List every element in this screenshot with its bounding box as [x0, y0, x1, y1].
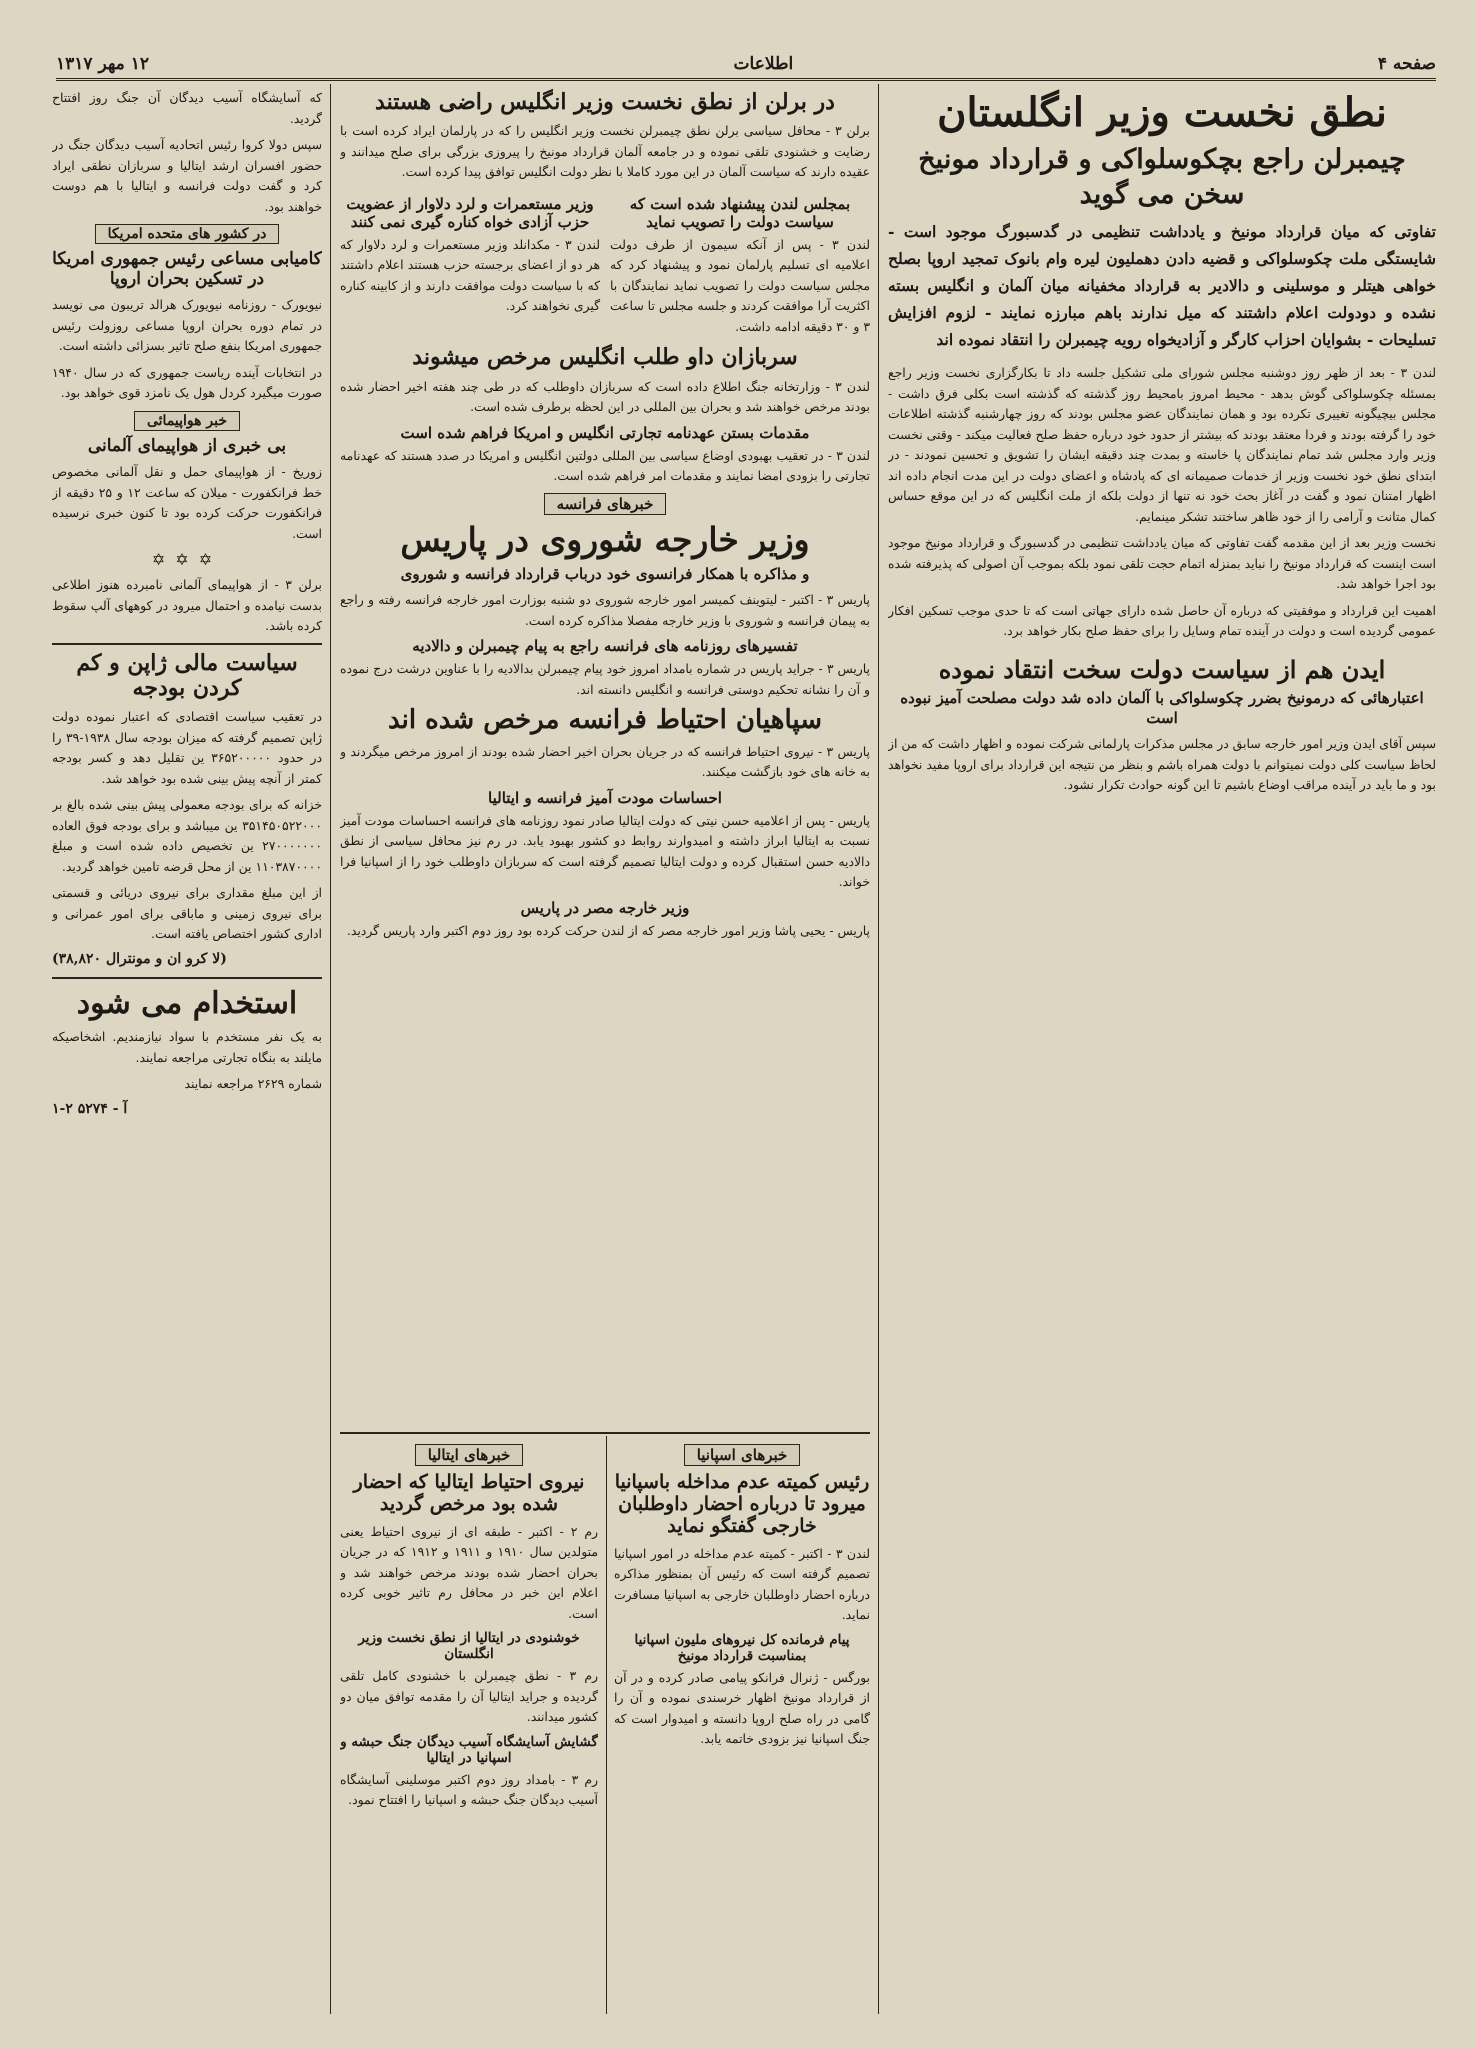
article-body: پاریس - پس از اعلامیه حسن نیتی که دولت ایتالیا صادر نمود روزنامه های فرانسه احساسات مودت آمیز نسبت به ایتالیا ابراز داشته و امیدوارند روابط دو کشور بهبود یابد. در رم نیز محافل سیاسی از نطق دالادیه حسن استقبال کرده و دولت ایتالیا تصمیم گرفته است که سربازان داوطلب خود را از اسپانیا فرا خواند. — [340, 812, 870, 890]
article-body: رم ۲ - اکتبر - طبقه ای از نیروی احتیاط یعنی متولدین سال ۱۹۱۰ و ۱۹۱۱ و ۱۹۱۲ که در جریان بحران احضار شده بودند مرخص خواهند شد و اعلام این خبر در محافل رم تاثیر خوبی کرده است. — [340, 1523, 598, 1621]
classified-ad — [52, 977, 322, 1117]
article-cell — [610, 189, 870, 344]
column-rule-left — [330, 84, 331, 2014]
ad-code: آ - ۵۲۷۴ ۲-۱ — [52, 1100, 128, 1117]
section-tag-wrap — [52, 410, 322, 431]
headline-sanatorium: گشایش آسایشگاه آسیب دیدگان جنگ حبشه و اسپانیا در ایتالیا — [340, 1733, 598, 1766]
headline-franco-italian: احساسات مودت آمیز فرانسه و ایتالیا — [488, 788, 722, 807]
source-note: (۳۸,۸۲۰ لا کرو ان و مونترال) — [52, 950, 227, 967]
subheadline-soviet: و مذاکره با همکار فرانسوی خود درباب قرارداد فرانسه و شوروی — [400, 564, 810, 583]
section-tag-wrap — [340, 493, 870, 515]
article-body: رم ۳ - نطق چیمبرلن با خشنودی کامل تلقی گردیده و جراید ایتالیا آن را مقدمه توافق میان دو کشور میدانند. — [340, 1668, 598, 1725]
article-body: لندن ۳ - اکتبر - کمیته عدم مداخله در امور اسپانیا تصمیم گرفته است که رئیس آن بمنظور مذاکره درباره احضار داوطلبان خارجی به اسپانیا مسافرت نماید. — [614, 1545, 870, 1623]
headline-french-reserves: سپاهیان احتیاط فرانسه مرخص شده اند — [387, 705, 823, 736]
subheadline-chamberlain: چیمبرلن راجع بچکوسلواکی و قرارداد مونیخ سخن می گوید — [918, 144, 1406, 211]
article-body: که آسایشگاه آسیب دیدگان آن جنگ روز افتتاح گردید. — [52, 90, 322, 126]
article-body: پاریس - یحیی پاشا وزیر امور خارجه مصر که از لندن حرکت کرده بود روز دوم اکتبر وارد پاریس گردید. — [346, 922, 870, 938]
article-body: برلن ۳ - از هواپیمای آلمانی نامبرده هنوز اطلاعی بدست نیامده و احتمال میرود در کوههای آلپ سقوط کرده باشد. — [52, 577, 322, 634]
headline-roosevelt: کامیابی مساعی رئیس جمهوری امریکا در تسکین بحران اروپا — [52, 249, 322, 289]
article-body: در تعقیب سیاست اقتصادی که اعتبار نموده دولت ژاپن تصمیم گرفته که میزان بودجه سال ۱۹۳۸-۳۹ را در حدود ۳۶۵۲۰۰۰۰۰ ین تقلیل دهد و کسر بودجه کمتر از آنچه پیش بینی شده بود خواهد شد. — [52, 709, 322, 786]
article-body: زوریخ - از هواپیمای حمل و نقل آلمانی مخصوص خط فرانکفورت - میلان که ساعت ۱۲ و ۲۵ دقیقه از فرانکفورت حرکت کرده بود تا کنون خبری نرسیده است. — [52, 464, 322, 541]
column-spain — [614, 1440, 870, 2010]
article-body: لندن ۳ - پس از آنکه سیمون از طرف دولت اعلامیه ای تسلیم پارلمان نمود و پیشنهاد کرد که مجلس سیاست دولت را تصویب نماید نمایندگان با اکثریت آرا موافقت کردند و جلسه مجلس تا ساعت ۳ و ۳۰ دقیقه ادامه داشت. — [610, 236, 870, 334]
article-body: بورگس - ژنرال فرانکو پیامی صادر کرده و در آن از قرارداد مونیخ اظهار خرسندی نموده و آن را گامی در راه صلح اروپا دانسته و امیدوار است که جنگ اسپانیا نیز بزودی خاتمه یابد. — [614, 1669, 870, 1747]
ad-title: استخدام می شود — [76, 985, 298, 1021]
column-italy — [340, 1440, 598, 2010]
ad-phone: شماره ۲۶۲۹ مراجعه نمایند — [184, 1076, 322, 1092]
article-body: نخست وزیر بعد از این مقدمه گفت تفاوتی که میان یادداشت تنظیمی در گدسبورگ و قرارداد مونیخ موجود است اینست که قرارداد مونیخ را نباید بمنزله اتمام حجت تلقی نمود بلکه بموجب آن اصولی که پذیرفته شده بود اجرا خواهد شد. — [888, 535, 1436, 592]
headline-ministers-stay: وزیر مستعمرات و لرد دلاوار از عضویت حزب آزادی خواه کناره گیری نمی کنند — [346, 194, 594, 231]
section-rule — [340, 1432, 870, 1434]
article-body: اهمیت این قرارداد و موفقیتی که درباره آن حاصل شده دارای جهاتی است که تا حدی موجب تسکین افکار عمومی گردیده است و دولت در آینده تمام وسایل را برای حفظ صلح بکار خواهد برد. — [888, 602, 1436, 639]
article-body: نیویورک - روزنامه نیویورک هرالد تریبون می نویسد در تمام دوره بحران اروپا مساعی روزولت رئیس جمهوری امریکا بنفع صلح تاثیر بسزائی داشته است. — [52, 297, 322, 354]
article-body: پاریس ۳ - نیروی احتیاط فرانسه که در جریان بحران اخیر احضار شده بودند از امروز مرخص میگردند و به خانه های خود بازگشت میکنند. — [340, 743, 870, 780]
headline-parliament-vote: بمجلس لندن پیشنهاد شده است که سیاست دولت را تصویب نماید — [629, 194, 851, 231]
section-tag-wrap — [614, 1444, 870, 1466]
section-tag-spain: خبرهای اسپانیا — [684, 1444, 801, 1466]
article-body: لندن ۳ - مکدانلد وزیر مستعمرات و لرد دلاوار که هر دو از اعضای برجسته حزب هستند اعلام داشتند که با سیاست دولت موافقت دارند و از کابینه کناره گیری نخواهند کرد. — [340, 236, 600, 314]
article-cell — [340, 189, 600, 344]
headline-soviet-minister-paris: وزیر خارجه شوروی در پاریس — [400, 519, 810, 559]
article-body: پاریس ۳ - اکتبر - لیتوینف کمیسر امور خارجه شوروی دو شنبه بوزارت امور خارجه فرانسه رفته و راجع به پیمان فرانسه و شوروی با وزیر خارجه مفصلا مذاکره کرده است. — [340, 592, 870, 628]
article-body: لندن ۳ - در تعقیب بهبودی اوضاع سیاسی بین المللی دولتین انگلیس و امریکا در صدد هستند که عهدنامه تجارتی را بزودی امضا نمایند و مقدمات امر فراهم شده است. — [340, 447, 870, 484]
ad-body: به یک نفر مستخدم با سواد نیازمندیم. اشخاصیکه مایلند به بنگاه تجارتی مراجعه نمایند. — [52, 1029, 322, 1065]
article-body: رم ۳ - بامداد روز دوم اکتبر موسلینی آسایشگاه آسیب دیدگان جنگ حبشه و اسپانیا را افتتاح نمود. — [340, 1771, 598, 1808]
section-tag-france: خبرهای فرانسه — [544, 493, 667, 515]
section-tag-wrap — [52, 223, 322, 244]
headline-french-press: تفسیرهای روزنامه های فرانسه راجع به پیام چیمبرلن و دالادیه — [412, 637, 798, 656]
page-number: صفحه ۴ — [1377, 54, 1436, 74]
section-tag-wrap — [340, 1444, 598, 1466]
column-rule-right — [878, 84, 879, 2014]
section-tag-italy: خبرهای ایتالیا — [415, 1444, 524, 1466]
twin-articles — [340, 189, 870, 344]
article-body: سپس آقای ایدن وزیر امور خارجه سابق در مجلس مذکرات پارلمانی شرکت نموده و اظهار داشت که من از لحاظ سیاست کلی دولت نمیتوانم با دولت همراه باشم و بنظر من نتیجه این قرارداد برای اروپا مفید نخواهد بود و ما باید در آینده مراقب اوضاع باشیم تا این گونه حوادث تکرار نشود. — [888, 736, 1436, 793]
headline-italian-reserves: نیروی احتیاط ایتالیا که احضار شده بود مرخص گردید — [353, 1471, 585, 1515]
column-right — [888, 88, 1436, 2008]
separator-stars: ✡✡✡ — [151, 550, 223, 570]
article-body: از این مبلغ مقداری برای نیروی دریائی و قسمتی برای نیروی زمینی و ماباقی برای امور عمرانی و اداری کشور اختصاص یافته است. — [52, 885, 322, 942]
headline-missing-plane: بی خبری از هواپیمای آلمانی — [87, 435, 287, 456]
headline-egypt-minister: وزیر خارجه مصر در پاریس — [520, 898, 690, 917]
lead-summary: تفاوتی که میان قرارداد مونیخ و یادداشت تنظیمی در گدسبورگ موجود است - شایستگی ملت چکوسلواکی و قضیه دادن دهملیون لیره وام بانوک تمجید اروپا بصلح خواهی هیتلر و موسلینی و دالادیر به قرارداد مخفیانه میان آلمان و انگلیس بسته نشده و دودولت اعلام داشتند که میل ندارند باهم مبارزه نمایند - لزوم افزایش تسلیحات - بشوایان احزاب کارگر و آزادیخواه رویه چیمبرلن را انتقاد نموده اند — [888, 222, 1436, 350]
section-tag-america: در کشور های متحده امریکا — [95, 224, 280, 244]
headline-italy-pleased: خوشنودی در ایتالیا از نطق نخست وزیر انگلستان — [358, 1630, 580, 1663]
article-body: خزانه که برای بودجه معمولی پیش بینی شده بالغ بر ۳۵۱۴۵۰۵۲۲۰۰۰ ین میباشد و برای بودجه فوق العاده ۲۷۰۰۰۰۰۰۰ ین تخصیص داده شده است و مبلغ ۱۱۰۳۸۷۰۰۰۰ ین از محل قرضه تامین خواهد گردید. — [52, 797, 322, 874]
column-left — [52, 88, 322, 2008]
article-body: سپس دولا کروا رئیس اتحادیه آسیب دیدگان جنگ در حضور افسران ارشد ایتالیا و سربازان نطقی ایراد کرد و گفت دولت فرانسه و ایتالیا با هم دوست خواهند بود. — [52, 137, 322, 214]
headline-trade-treaty: مقدمات بستن عهدنامه تجارتی انگلیس و امریکا فراهم شده است — [400, 423, 810, 442]
article-body: لندن ۳ - بعد از ظهر روز دوشنبه مجلس شورای ملی تشکیل جلسه داد تا بکارگزاری نخست وزیر راجع بمسئله چکوسلواکی گوش بدهد - محیط امروز بامحیط روز گذشته که گذشته است بکلی فرق داشت - مجلس بیچیگونه تغییری تکرده بود و همان نمایندگان عضو مجلس بودند که روز چهارشنبه گذشته اطلاعات خود را گرفته بودند و فردا معتقد بودند که بیشتر از حدود خود درباره حفظ صلح فعالیت میکند - وقتی نخست وزیر وارد مجلس شد تمام نمایندگان پا خاسته و بمدت چند دقیقه ایشان را تشویق و تحسین نمودند - در ابتدای نطق خود نخست وزیر از خدمات صمیمانه ای که پادشاه و اعضای دولت در این مدت انجام داده اند اظهار امتنان نمود و گفت در آغاز بحث خود نه تنها از دولت بلکه از ملت انگلیس که در این موقع حساس کمال متانت و آرامی را از خود ظاهر ساختند تشکر مینمایم. — [888, 365, 1436, 524]
headline-eden-criticism: ایدن هم از سیاست دولت سخت انتقاد نموده — [938, 654, 1386, 684]
article-body: لندن ۳ - وزارتخانه جنگ اطلاع داده است که سربازان داوطلب که در طی چند هفته اخیر احضار شده بودند مرخص خواهند شد و بحران بین المللی در این لحظه برطرف شده است. — [340, 378, 870, 415]
paper-name: اطلاعات — [733, 54, 794, 74]
masthead — [56, 48, 1436, 81]
headline-franco-message: پیام فرمانده کل نیروهای ملیون اسپانیا بمناسبت قرارداد مونیخ — [634, 1631, 850, 1664]
issue-date: ۱۲ مهر ۱۳۱۷ — [56, 54, 149, 74]
section-rule — [52, 643, 322, 645]
headline-nonintervention: رئیس کمیته عدم مداخله باسپانیا میرود تا درباره احضار داوطلبان خارجی گفتگو نماید — [614, 1471, 870, 1537]
section-tag-aviation: خبر هواپیمائی — [134, 411, 240, 431]
headline-volunteers-released: سربازان داو طلب انگلیس مرخص میشوند — [412, 344, 798, 371]
article-body: در انتخابات آینده ریاست جمهوری که در سال ۱۹۴۰ صورت میگیرد کردل هول یک نامزد قوی خواهد بود. — [52, 364, 322, 401]
headline-berlin-satisfied: در برلن از نطق نخست وزیر انگلیس راضی هستند — [375, 89, 835, 115]
article-body: پاریس ۳ - جراید پاریس در شماره بامداد امروز خود پیام چیمبرلن بدالادیه را با عناوین درشت درج نموده و آن را نشانه تحکیم دوستی فرانسه و انگلیس دانسته اند. — [340, 661, 870, 697]
subheadline-eden: اعتبارهائی که درمونیخ بضرر چکوسلواکی با آلمان داده شد دولت مصلحت آمیز نبوده است — [900, 689, 1424, 727]
article-body: برلن ۳ - محافل سیاسی برلن نطق چیمبرلن نخست وزیر انگلیس را که در پارلمان ایراد کرده است با رضایت و خشنودی تلقی نموده و در جامعه آلمان قرارداد مونیخ را پیروزی بزرگی برای صلح میدانند و عقیده دارند که سیاست آلمان در این مورد کاملا با نظر دولت انگلیس توافق پیدا کرده است. — [340, 123, 870, 180]
headline-chamberlain-speech: نطق نخست وزیر انگلستان — [937, 89, 1387, 136]
headline-japan-budget: سیاست مالی ژاپن و کم کردن بودجه — [76, 649, 298, 701]
